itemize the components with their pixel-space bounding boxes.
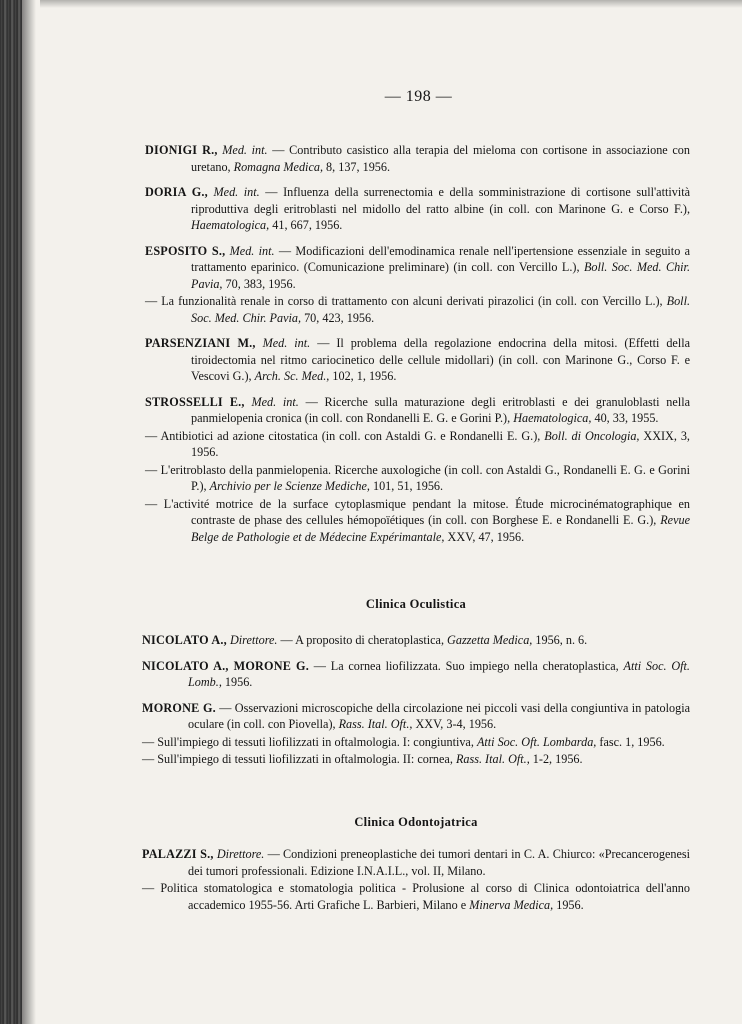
journal-name: Minerva Medica, (469, 897, 554, 912)
page-number: — 198 — (384, 88, 453, 105)
journal-name: Haematologica, (191, 218, 270, 232)
bibliography-entry (142, 846, 690, 913)
author-role: Med. int. (213, 185, 260, 199)
citation-text: — La cornea liofilizzata. Suo impiego nella cheratoplastica, (308, 658, 624, 673)
citation (145, 243, 690, 293)
section-clinica-oculistica (142, 597, 690, 777)
citation-details: 101, 51, 1956. (369, 479, 444, 493)
citation-details: 70, 423, 1956. (301, 310, 375, 325)
author-role: Direttore. (229, 633, 278, 647)
bibliography-entry (145, 335, 690, 385)
citation-details: 70, 383, 1956. (222, 276, 296, 291)
citation (145, 394, 690, 427)
bibliography-block-oculistica (142, 632, 690, 768)
citation-text: — A proposito di cheratoplastica, (277, 633, 448, 647)
citation-text: — Condizioni preneoplastiche dei tumori dentari in C. A. Chiurco: «Precancerogenesi dei tumori professionali. Edizione I.N.A.I.L., vol. II, Milano. (188, 847, 690, 878)
citation (145, 142, 690, 175)
citation (142, 632, 690, 649)
citation-details: XXV, 47, 1956. (444, 529, 525, 544)
journal-name: Boll. di Oncologia, (544, 428, 640, 443)
journal-name: Haematologica, (513, 411, 592, 425)
citation-details: 1956. (221, 675, 253, 689)
citation-text: — Contributo casistico alla terapia del mieloma con cortisone in associazione con uretano, (191, 143, 690, 174)
citation (145, 293, 690, 326)
journal-name: Atti Soc. Oft. Lomb., (188, 658, 690, 689)
author-role: Med. int. (229, 243, 275, 258)
section-title-clinica-odontojatrica: Clinica Odontojatrica (354, 815, 478, 829)
author-name: MORONE G. (142, 700, 216, 715)
citation-text: — L'eritroblasto della panmielopenia. Ricerche auxologiche (in coll. con Astaldi G., Rondanelli E. G. e Gorini P.), (145, 462, 690, 493)
citation (145, 428, 690, 461)
citation-text: — Il problema della regolazione endocrina della mitosi. (Effetti della tiroidectomia nel ritmo cariocinetico delle cellule midollari) (in coll. con Marinone G., Corso F. e Vescovi G.), (191, 336, 691, 383)
bibliography-entry (142, 658, 690, 691)
bibliography-entry (145, 184, 690, 234)
journal-name: Arch. Sc. Med., (254, 369, 330, 383)
bibliography-block-odontojatrica (142, 846, 690, 913)
citation (142, 751, 690, 768)
citation (142, 846, 690, 879)
bibliography-entry (145, 243, 690, 327)
author-name: DIONIGI R., (145, 143, 218, 157)
author-name: NICOLATO A., MORONE G. (142, 658, 309, 673)
citation-text: — Influenza della surrenectomia e della somministrazione di cortisone sull'attività riproduttiva degli eritroblasti nel midollo del ratto albine (in coll. con Marinone G. e Corso F.), (191, 185, 691, 216)
citation-text: — Ricerche sulla maturazione degli eritroblasti e dei granuloblasti nella panmielopenia cronica (in coll. con Rondanelli E. G. e Gorini P.), (191, 394, 690, 425)
citation (142, 658, 690, 691)
page-top-shadow (40, 0, 742, 8)
citation-details: 8, 137, 1956. (323, 159, 391, 174)
bibliography-block-medicina-interna (145, 142, 690, 554)
citation-text: — Osservazioni microscopiche della circolazione nei piccoli vasi della congiuntiva in patologia oculare (in coll. con Piovella), (188, 700, 690, 731)
author-role: Med. int. (262, 336, 311, 350)
author-name: DORIA G., (145, 185, 208, 199)
journal-name: Rass. Ital. Oft., (338, 717, 413, 731)
journal-name: Rass. Ital. Oft., (455, 752, 530, 766)
citation (142, 700, 690, 733)
journal-name: Atti Soc. Oft. Lombarda, (476, 734, 597, 749)
author-role: Direttore. (216, 847, 265, 861)
section-title-clinica-oculistica: Clinica Oculistica (365, 597, 467, 611)
author-name: ESPOSITO S., (145, 243, 226, 258)
citation-text: — Politica stomatologica e stomatologia politica - Prolusione al corso di Clinica odontoiatrica dell'anno accademico 1955-56. Arti Grafiche L. Barbieri, Milano e (142, 881, 690, 912)
journal-name: Boll. Soc. Med. Chir. Pavia, (191, 294, 690, 325)
citation-text: — Sull'impiego di tessuti liofilizzati in oftalmologia. II: cornea, (142, 752, 456, 766)
citation (145, 462, 690, 495)
citation-text: — L'activité motrice de la surface cytoplasmique pendant la mitose. Étude microcinématographique en contraste de phase des cellules hémopoïétiques (in coll. con Borghese E. e Rondanelli E. G.), (145, 496, 690, 527)
journal-name: Revue Belge de Pathologie et de Médecine Expérimantale, (191, 513, 690, 544)
bibliography-entry (142, 632, 690, 649)
citation-details: fasc. 1, 1956. (596, 734, 665, 749)
author-name: NICOLATO A., (142, 633, 227, 647)
citation-details: 1956, n. 6. (532, 633, 588, 647)
citation-details: 1956. (553, 897, 584, 912)
citation-details: XXIX, 3, 1956. (191, 428, 690, 459)
citation (145, 335, 690, 385)
citation-text: — Antibiotici ad azione citostatica (in coll. con Astaldi G. e Rondanelli E. G.), (145, 428, 545, 443)
bibliography-entry (145, 394, 690, 546)
citation-text: — La funzionalità renale in corso di trattamento con alcuni derivati pirazolici (in coll. con Vercillo L.), (145, 294, 667, 308)
citation (145, 496, 690, 546)
bibliography-entry (142, 700, 690, 768)
citation-details: 1-2, 1956. (529, 752, 583, 766)
citation (142, 734, 690, 751)
journal-name: Romagna Medica, (233, 159, 323, 174)
author-role: Med. int. (222, 143, 268, 157)
citation-text: — Modificazioni dell'emodinamica renale nell'ipertensione essenziale in seguito a trattamento eparinico. (Comunicazione preliminare) (in coll. con Vercillo L.), (191, 243, 691, 274)
citation-details: 102, 1, 1956. (329, 369, 397, 383)
page-binding-edge (0, 0, 22, 1024)
author-name: PALAZZI S., (142, 847, 214, 861)
citation-details: 40, 33, 1955. (591, 411, 659, 425)
author-name: STROSSELLI E., (145, 394, 245, 409)
bibliography-entry (145, 142, 690, 175)
journal-name: Boll. Soc. Med. Chir. Pavia, (191, 260, 690, 291)
author-name: PARSENZIANI M., (145, 336, 256, 350)
citation (145, 184, 690, 234)
journal-name: Gazzetta Medica, (447, 633, 533, 647)
citation (142, 880, 690, 913)
citation-details: 41, 667, 1956. (269, 218, 343, 232)
citation-text: — Sull'impiego di tessuti liofilizzati in oftalmologia. I: congiuntiva, (142, 734, 477, 749)
journal-name: Archivio per le Scienze Mediche, (209, 479, 370, 493)
page-binding-shadow (22, 0, 36, 1024)
section-clinica-odontojatrica (142, 815, 690, 922)
citation-details: XXV, 3-4, 1956. (412, 717, 497, 731)
author-role: Med. int. (251, 394, 299, 409)
